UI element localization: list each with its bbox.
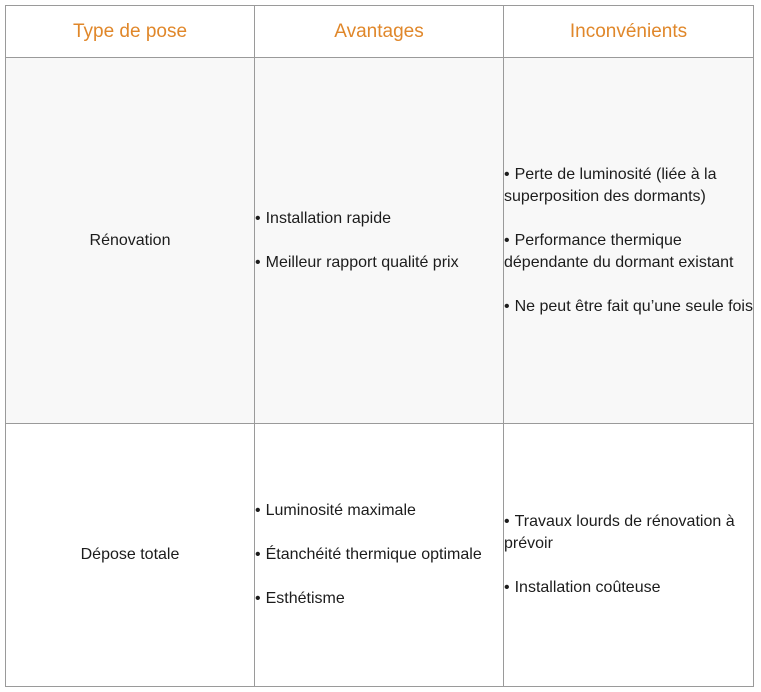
bullet-icon: • — [255, 209, 261, 227]
bullet-icon: • — [504, 513, 510, 530]
header-row — [6, 6, 754, 58]
inconvenients-list — [504, 164, 753, 318]
bullet-icon: • — [504, 579, 510, 596]
header-inconvenients: Inconvénients — [504, 6, 754, 58]
avantages-list — [255, 208, 503, 274]
row-avantages-cell — [255, 424, 504, 687]
header-avantages: Avantages — [255, 6, 504, 58]
bullet-icon: • — [255, 590, 261, 607]
avantages-list — [255, 500, 503, 610]
table-row — [6, 424, 754, 687]
list-item: • Installation coûteuse — [504, 579, 661, 596]
list-item: • Perte de luminosité (liée à la superposition des dormants) — [504, 165, 717, 205]
list-item: • Meilleur rapport qualité prix — [255, 253, 459, 271]
row-avantages-cell — [255, 58, 504, 424]
bullet-icon: • — [255, 253, 261, 271]
bullet-icon: • — [504, 231, 510, 249]
list-item: • Esthétisme — [255, 590, 345, 607]
bullet-icon: • — [504, 297, 510, 315]
row-inconvenients-cell — [504, 424, 754, 687]
row-type-renovation: Rénovation — [6, 58, 255, 424]
list-item: • Installation rapide — [255, 209, 392, 227]
header-type-de-pose: Type de pose — [6, 6, 255, 58]
inconvenients-list — [504, 511, 753, 599]
list-item: • Travaux lourds de rénovation à prévoir — [504, 513, 735, 552]
list-item: • Ne peut être fait qu’une seule fois — [504, 297, 753, 315]
list-item: • Luminosité maximale — [255, 502, 416, 519]
list-item: • Étanchéité thermique optimale — [255, 546, 482, 563]
bullet-icon: • — [504, 165, 510, 183]
comparison-table — [5, 5, 754, 687]
row-type-depose-totale: Dépose totale — [6, 424, 255, 687]
row-inconvenients-cell — [504, 58, 754, 424]
list-item: • Performance thermique dépendante du dormant existant — [504, 231, 734, 271]
bullet-icon: • — [255, 546, 261, 563]
bullet-icon: • — [255, 502, 261, 519]
table-row — [6, 58, 754, 424]
